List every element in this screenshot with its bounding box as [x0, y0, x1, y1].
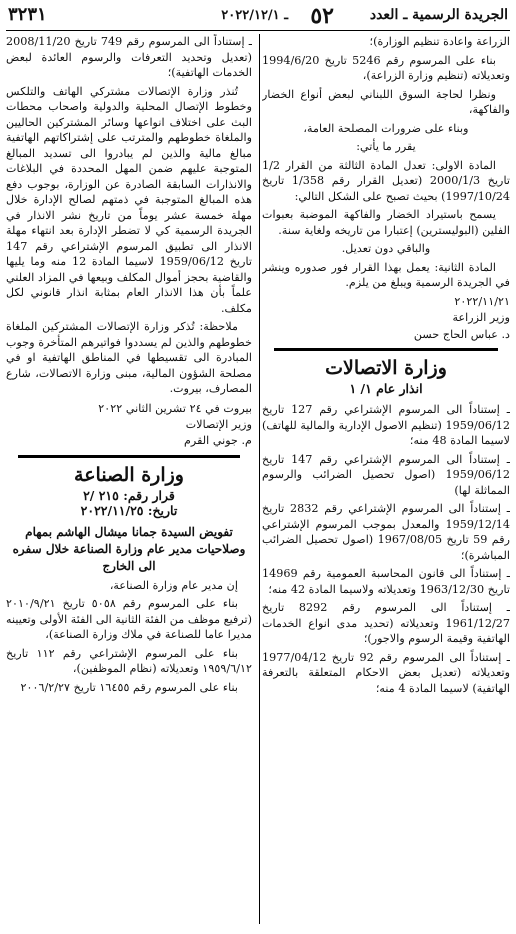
ministry-telecom-title: وزارة الاتصالات	[325, 357, 447, 379]
sign-role: وزير الزراعة	[452, 311, 510, 324]
article-1-body-1: يسمح باستيراد الخضار والفاكهة الموضبة بعبوات الفلين (البوليسترين) إعتبارا من تاريخه ولغاية سنة.	[262, 208, 510, 237]
column-divider	[259, 34, 260, 924]
intro-line-1: الزراعة واعادة تنظيم الوزارة)؛	[369, 35, 510, 48]
section-divider	[274, 348, 498, 351]
decision-number: قرار رقم: ٢١٥ /٢	[83, 487, 175, 503]
intro-line-3: ونظرا لحاجة السوق اللبناني لبعض أنواع الخضار والفاكهة،	[262, 87, 510, 116]
agriculture-signature	[262, 294, 510, 343]
sign-date: ٢٠٢٢/١١/٢١	[454, 294, 510, 308]
ministry-industry-title: وزارة الصناعة	[74, 463, 184, 486]
issue-date-value: ٢٠٢٢/١٢/١	[221, 8, 280, 23]
left-column	[6, 34, 252, 930]
general-notice-title: انذار عام ١/ ١	[349, 381, 423, 396]
section-divider	[18, 455, 240, 458]
gazette-title: الجريدة الرسمية ـ العدد	[369, 7, 508, 23]
legal-basis-item: ـ إستناداً الى المرسوم رقم 8292 تاريخ 1961/12/27 وتعديلاته (تحديد مدى انواع الخدمات الهاتفية وقيمة الرسوم والاجور)؛	[262, 601, 510, 645]
right-column	[262, 34, 510, 930]
article-1: المادة الاولى: تعدل المادة الثالثة من القرار 1/2 تاريخ 2000/1/3 (تعديل القرار رقم 1/358 تاريخ 1997/10/24) بحيث تصبح على الشكل التالي:	[262, 158, 510, 203]
article-1-body-2: والباقي دون تعديل.	[341, 242, 431, 255]
intro-line-2: بناء على المرسوم رقم 5246 تاريخ 1994/6/20 وتعديلاته (تنظيم وزارة الزراعة)،	[262, 53, 510, 82]
decision-body-1: إن مدير عام وزارة الصناعة،	[109, 578, 238, 592]
legal-basis-item: ـ إستناداً الى المرسوم رقم 92 تاريخ 1977/04/12 وتعديلاته (تعديل بعض الاحكام المتعلقة بالتعرفة الهاتفية) لاسيما المادة 4 منه؛	[262, 650, 510, 695]
intro-line-5: يقرر ما يأتي:	[356, 140, 416, 153]
intro-line-4: وبناء على ضرورات المصلحة العامة،	[303, 121, 469, 135]
telecom-signature	[6, 401, 252, 449]
legal-basis-item: ـ إستناداً الى قانون المحاسبة العمومية رقم 14969 تاريخ 1963/12/30 وتعديلاته ولاسيما المادة 42 منه؛	[262, 567, 510, 596]
legal-basis-item: ـ إستناداً الى المرسوم الإشتراعي رقم 147 تاريخ 1959/06/12 (اصول تحصيل الضرائب والرسوم المماثلة لها)	[262, 452, 510, 497]
decision-body-4: بناء على المرسوم رقم ١٦٤٥٥ تاريخ ٢٠٠٦/٢/٢٧	[20, 680, 238, 694]
issue-number: ٥٢	[310, 3, 334, 29]
decision-body-2: بناء على المرسوم رقم ٥٠٥٨ تاريخ ٢٠١٠/٩/٢١ (ترفيع موظف من الفئة الثانية الى الفئة الأولى وتعيينه مديرا عاما للصناعة في ملاك وزارة الصناعة)،	[6, 597, 252, 641]
sign-name: د. عباس الحاج حسن	[413, 327, 510, 341]
notice-body: تُنذر وزارة الإتصالات مشتركي الهاتف والتلكس وخطوط الإتصال المحلية والدولية واصحاب محطات البث على اختلاف انواعها وسائر المشتركين الحاليين والملغاة خطوطهم والمترتب على إشتراكاتهم الهاتفية مبالغ مالية والذين لم يبادروا الى تسديد المبالغ المتوجبة عليهم ضمن المهل المحددة في البلاغات والانذارات السابقة الصادرة عن الوزارة، بوجوب دفع هذه المبالغ المتوجبة في ذمتهم لصالح الإدارة خلال مهلة خمسة عشر يوماً من تاريخ نشر الانذار في الجريدة الرسمية كي لا تضطر الإدارة بعد انتهاء مهلة الانذار الى تطبيق المرسوم الإشتراعي رقم 147 تاريخ 1959/06/12 لاسيما المادة 12 منه وما يليها والقاضية بحجز أموال المكلف وبيعها في المزاد العلني علماً بأن هذا الانذار العام بمثابة انذار قانوني لكل مكلف.	[6, 84, 252, 315]
decision-date: تاريخ: ٢٠٢٢/١١/٢٥	[80, 502, 178, 518]
page-number: ٣٢٣١	[8, 4, 47, 25]
telecom-sign-role: وزير الإتصالات	[185, 417, 252, 431]
article-2: المادة الثانية: يعمل بهذا القرار فور صدوره وينشر في الجريدة الرسمية ويبلغ من يلزم.	[262, 260, 510, 289]
legal-basis-item: ـ إستناداً الى المرسوم الإشتراعي رقم 127 تاريخ 1959/06/12 (تنظيم الاصول الإدارية والمالية للهاتف) لاسيما المادة 48 منه؛	[262, 403, 510, 447]
issue-date-sep: ـ	[284, 8, 288, 23]
telecom-sign-date: بيروت في ٢٤ تشرين الثاني ٢٠٢٢	[98, 401, 252, 415]
issue-date	[221, 8, 288, 23]
decision-subject: تفويض السيدة جمانا ميشال الهاشم بمهام وصلاحيات مدير عام وزارة الصناعة خلال سفره الى الخارج	[12, 524, 246, 573]
decision-body-3: بناء على المرسوم الإشتراعي رقم ١١٢ تاريخ ١٩٥٩/٦/١٢ وتعديلاته (نظام الموظفين)،	[6, 646, 252, 675]
legal-basis-item: ـ إستناداً الى المرسوم رقم 749 تاريخ 2008/11/20 (تعديل وتحديد التعرفات والرسوم العائدة لبعض الخدمات الهاتفية)؛	[6, 35, 252, 79]
telecom-sign-name: م. جوني القرم	[183, 433, 252, 447]
page-header	[6, 4, 510, 31]
legal-basis-item: ـ إستناداً الى المرسوم الإشتراعي رقم 2832 تاريخ 1959/12/14 والمعدل بموجب المرسوم الإشتراعي رقم 59 تاريخ 1967/08/05 (اصول تحصيل الضرائب المباشرة)؛	[262, 502, 510, 562]
notice-note: ملاحظة: تُذكر وزارة الإتصالات المشتركين الملغاة خطوطهم والذين لم يسددوا فواتيرهم المتأخرة وجوب المبادرة الى تقسيطها في المناطق الهاتفية او في مصلحة الشؤون المالية، مبنى وزارة الاتصالات، شارع المصارف، بيروت.	[6, 320, 252, 395]
